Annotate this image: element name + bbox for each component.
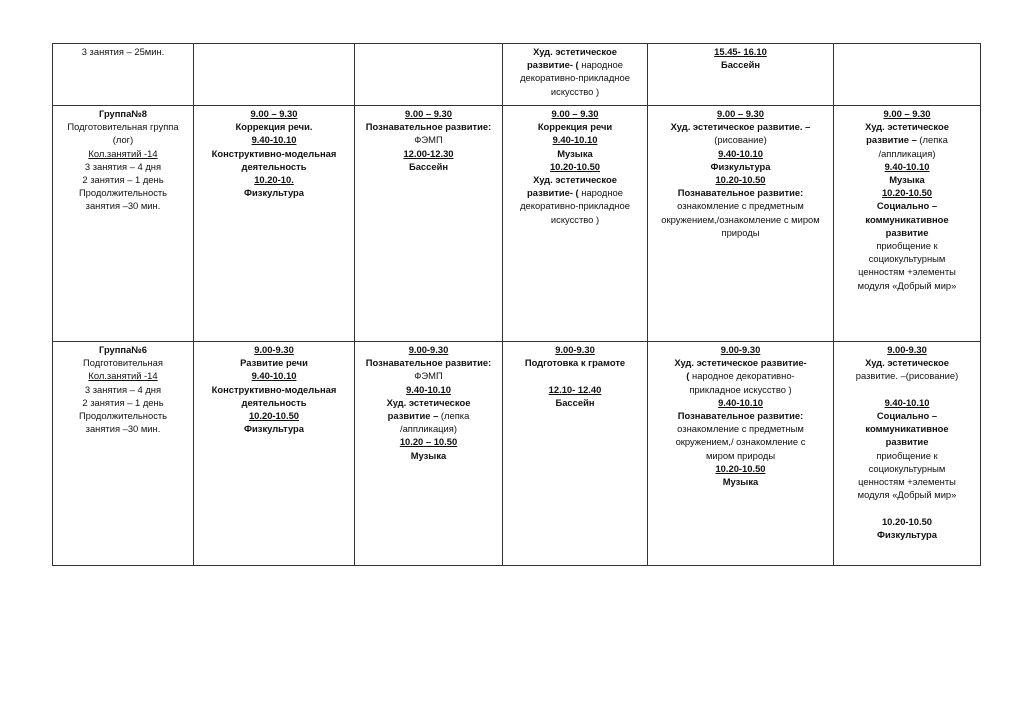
cell-line [359,147,498,160]
cell-line [57,343,189,356]
line-text: развитие – [866,134,920,146]
line-text: Худ. эстетическое [386,396,471,408]
line-text: 9.00-9.30 [254,344,294,355]
day-cell [648,106,834,342]
line-text: искусство ) [550,213,600,225]
line-text: 9.00-9.30 [887,344,927,355]
cell-line [507,133,643,146]
cell-line [652,147,829,160]
line-text: Бассейн [720,59,761,71]
cell-line [838,226,976,239]
cell-line [838,488,976,501]
cell-line [359,107,498,120]
line-text: 10.20-10.50 [248,410,300,422]
line-text: 10.20-10.50 [549,160,601,172]
cell-line [652,356,829,369]
cell-line [652,226,829,239]
line-text-regular: народное [581,187,623,199]
line-text: ФЭМП [414,370,443,382]
line-text: ценностям +элементы [858,266,956,278]
line-text: Коррекция речи [537,121,613,133]
cell-line [359,120,498,133]
cell-line [838,120,976,133]
line-text: 9.00-9.30 [408,344,449,355]
line-text: 9.40-10.10 [718,147,763,159]
cell-line [507,85,643,98]
line-text: Кол.занятий -14 [88,370,158,382]
schedule-table [52,43,981,566]
cell-line [198,120,350,133]
line-text: ФЭМП [414,134,443,146]
schedule-body [53,44,981,566]
cell-line [838,239,976,252]
cell-line [652,369,829,382]
line-text: /аппликация) [399,423,457,435]
line-text: социокультурным [868,462,946,474]
cell-line [57,133,189,146]
line-text: декоративно-прикладное [520,72,630,84]
cell-line [652,449,829,462]
line-text: 9.40-10.10 [251,134,297,146]
cell-line [838,252,976,265]
day-cell [355,342,503,566]
cell-line [198,343,350,356]
cell-line [57,383,189,396]
line-text: ознакомление с предметным [677,200,804,212]
cell-line [838,265,976,278]
cell-line [838,279,976,292]
line-text: 9.00 – 9.30 [551,108,599,119]
cell-line [198,422,350,435]
cell-line [838,475,976,488]
cell-line [652,475,829,488]
cell-line [652,213,829,226]
line-text: Музыка [557,147,593,159]
cell-line [359,409,498,422]
cell-line [652,383,829,396]
cell-line [507,213,643,226]
line-text: искусство ) [550,85,600,97]
day-cell [834,44,981,106]
line-text: деятельность [241,396,307,408]
day-cell [503,106,648,342]
cell-line [507,369,643,382]
line-text: Коррекция речи. [235,121,313,133]
cell-line [652,186,829,199]
line-text: деятельность [241,160,307,172]
cell-line [198,396,350,409]
cell-line [652,58,829,71]
cell-line [838,528,976,541]
cell-line [359,396,498,409]
cell-line [198,356,350,369]
line-text: окружением,/ ознакомление с [675,436,806,448]
day-cell [503,44,648,106]
line-text-regular: (лепка [440,410,470,422]
line-text: Подготовительная [83,357,163,369]
cell-line [359,343,498,356]
cell-line [507,343,643,356]
line-text: развитие [885,226,929,238]
day-cell [503,342,648,566]
cell-line [198,369,350,382]
line-text: 9.40-10.10 [552,134,598,146]
cell-line [57,356,189,369]
line-text: Подготовительная группа [67,121,179,133]
line-text: Физкультура [710,160,771,172]
line-text: 9.00-9.30 [720,344,761,355]
line-text: Подготовка к грамоте [524,357,626,369]
line-text: Бассейн [555,396,595,408]
cell-line [652,133,829,146]
schedule-row [53,342,981,566]
cell-line [838,107,976,120]
day-cell [355,106,503,342]
line-text: прикладное искусство ) [689,383,792,395]
line-text: Музыка [722,476,759,488]
line-text: природы [721,226,760,238]
line-text: 12.00-12.30 [403,147,454,159]
line-text: 9.40-10.10 [884,396,930,408]
line-text: /аппликация) [878,147,936,159]
cell-line [507,383,643,396]
cell-line [652,409,829,422]
line-text: 10.20-10. [254,174,294,186]
line-text: Группа№6 [99,344,147,355]
cell-line [652,120,829,133]
line-text: модуля «Добрый мир» [857,279,957,291]
line-text: социокультурным [868,253,946,265]
cell-line [198,107,350,120]
line-text: Познавательное развитие: [677,410,804,422]
line-text: ( [686,370,693,382]
schedule-row [53,44,981,106]
cell-line [507,186,643,199]
cell-line [652,45,829,58]
line-text: занятия –30 мин. [85,423,161,435]
cell-line [198,147,350,160]
cell-line [507,147,643,160]
line-text-regular: народное [581,59,623,71]
line-text: приобщение к [876,449,938,461]
line-text: Худ. эстетическое развитие- [674,357,807,369]
cell-line [838,449,976,462]
cell-line [57,45,189,58]
line-text: развитие – [387,410,441,422]
line-text: ознакомление с предметным [677,423,804,435]
cell-line [57,147,189,160]
cell-line [507,107,643,120]
line-text: Развитие речи [240,357,308,369]
cell-line [198,133,350,146]
cell-line [57,369,189,382]
cell-line [652,435,829,448]
line-text: 9.00 – 9.30 [405,108,452,119]
day-cell [355,44,503,106]
line-text: Худ. эстетическое [533,46,617,57]
cell-line [507,173,643,186]
cell-line [838,396,976,409]
line-text: Продолжительность [78,410,168,422]
line-text: 15.45- 16.10 [714,46,767,57]
line-text: 2 занятия – 1 день [82,396,164,408]
cell-line [57,186,189,199]
line-text: 3 занятия – 4 дня [84,383,162,395]
line-text: 9.00 – 9.30 [883,108,931,119]
line-text: миром природы [705,449,776,461]
cell-line [57,199,189,212]
line-text: Группа№8 [99,108,147,119]
line-text-regular: народное декоративно- [692,370,795,382]
cell-line [57,422,189,435]
cell-line [507,396,643,409]
cell-line [652,396,829,409]
cell-line [507,120,643,133]
line-text: 9.00 – 9.30 [717,108,764,119]
line-text: Худ. эстетическое [865,357,949,369]
cell-line [838,186,976,199]
cell-line [198,160,350,173]
cell-line [838,409,976,422]
cell-line [198,383,350,396]
line-text: Познавательное развитие: [677,187,804,199]
line-text: 3 занятия – 25мин. [81,46,165,57]
line-text: модуля «Добрый мир» [857,489,957,501]
cell-line [507,160,643,173]
cell-line [507,71,643,84]
cell-line [507,45,643,58]
day-cell [194,342,355,566]
line-text: 10.20-10.50 [881,515,933,527]
cell-line [359,160,498,173]
cell-line [838,343,976,356]
cell-line [838,133,976,146]
line-text: Музыка [410,449,447,461]
group-info-cell [53,342,194,566]
line-text: Худ. эстетическое [865,121,949,133]
line-text: 10.20 – 10.50 [399,436,458,448]
cell-line [838,435,976,448]
line-text: коммуникативное [865,423,949,435]
cell-line [838,369,976,382]
day-cell [648,342,834,566]
cell-line [652,462,829,475]
day-cell [834,342,981,566]
cell-line [838,501,976,514]
line-text: Продолжительность [78,187,168,199]
cell-line [359,435,498,448]
cell-line [652,343,829,356]
line-text: Бассейн [408,160,449,172]
cell-line [359,369,498,382]
line-text: коммуникативное [865,213,949,225]
line-text: развитие. –(рисование) [855,370,959,382]
line-text: 10.20-10.50 [715,462,766,474]
cell-line [507,356,643,369]
cell-line [838,462,976,475]
cell-line [838,173,976,186]
cell-line [57,120,189,133]
line-text: 9.00-9.30 [555,344,595,355]
cell-line [652,107,829,120]
line-text: 3 занятия – 4 дня [84,160,162,172]
line-text: 9.40-10.10 [251,370,297,382]
cell-line [838,213,976,226]
cell-line [838,199,976,212]
cell-line [198,173,350,186]
cell-line [652,199,829,212]
day-cell [194,44,355,106]
line-text: Музыка [889,174,925,186]
line-text: (рисование) [714,134,767,146]
line-text: Социально – [876,200,938,212]
schedule-row [53,106,981,342]
cell-line [57,409,189,422]
line-text: 10.20-10.50 [715,174,766,186]
line-text: Физкультура [877,528,937,540]
cell-line [838,356,976,369]
line-text: 12.10- 12.40 [548,383,602,395]
line-text: 9.00 – 9.30 [250,108,298,119]
line-text: декоративно-прикладное [520,200,630,212]
line-text: Худ. эстетическое развитие. – [670,121,811,133]
line-text: 2 занятия – 1 день [82,174,164,186]
cell-line [507,58,643,71]
line-text: 9.40-10.10 [884,160,930,172]
cell-line [198,186,350,199]
cell-line [359,356,498,369]
group-info-cell [53,106,194,342]
line-text: Физкультура [244,187,304,199]
cell-line [57,173,189,186]
cell-line [838,147,976,160]
line-text: Физкультура [244,423,304,435]
cell-line [652,422,829,435]
cell-line [838,160,976,173]
cell-line [838,515,976,528]
line-text: Социально – [876,410,938,421]
line-text: развитие- ( [527,59,582,71]
line-text: развитие [885,436,929,448]
cell-line [57,160,189,173]
line-text: Конструктивно-модельная [211,147,337,159]
line-text: развитие- ( [527,187,582,199]
cell-line [359,449,498,462]
cell-line [838,383,976,396]
line-text: Худ. эстетическое [533,174,617,186]
line-text: Познавательное развитие: [365,357,492,369]
day-cell [834,106,981,342]
cell-line [359,422,498,435]
day-cell [648,44,834,106]
line-text: Кол.занятий -14 [88,147,158,159]
line-text: Конструктивно-модельная [211,383,337,395]
line-text: занятия –30 мин. [85,200,161,212]
cell-line [57,107,189,120]
line-text: 9.40-10.10 [406,383,451,395]
line-text: ценностям +элементы [858,476,956,488]
line-text: (лог) [112,134,134,146]
cell-line [57,396,189,409]
line-text-regular: (лепка [919,134,948,146]
cell-line [198,409,350,422]
line-text: 9.40-10.10 [718,396,763,408]
group-info-cell [53,44,194,106]
line-text: окружением,/ознакомление с миром [661,213,820,225]
cell-line [838,422,976,435]
cell-line [359,133,498,146]
cell-line [507,199,643,212]
cell-line [652,173,829,186]
line-text: 10.20-10.50 [881,187,933,199]
cell-line [359,383,498,396]
line-text: приобщение к [876,240,938,252]
cell-line [652,160,829,173]
line-text: Познавательное развитие: [365,121,492,133]
day-cell [194,106,355,342]
